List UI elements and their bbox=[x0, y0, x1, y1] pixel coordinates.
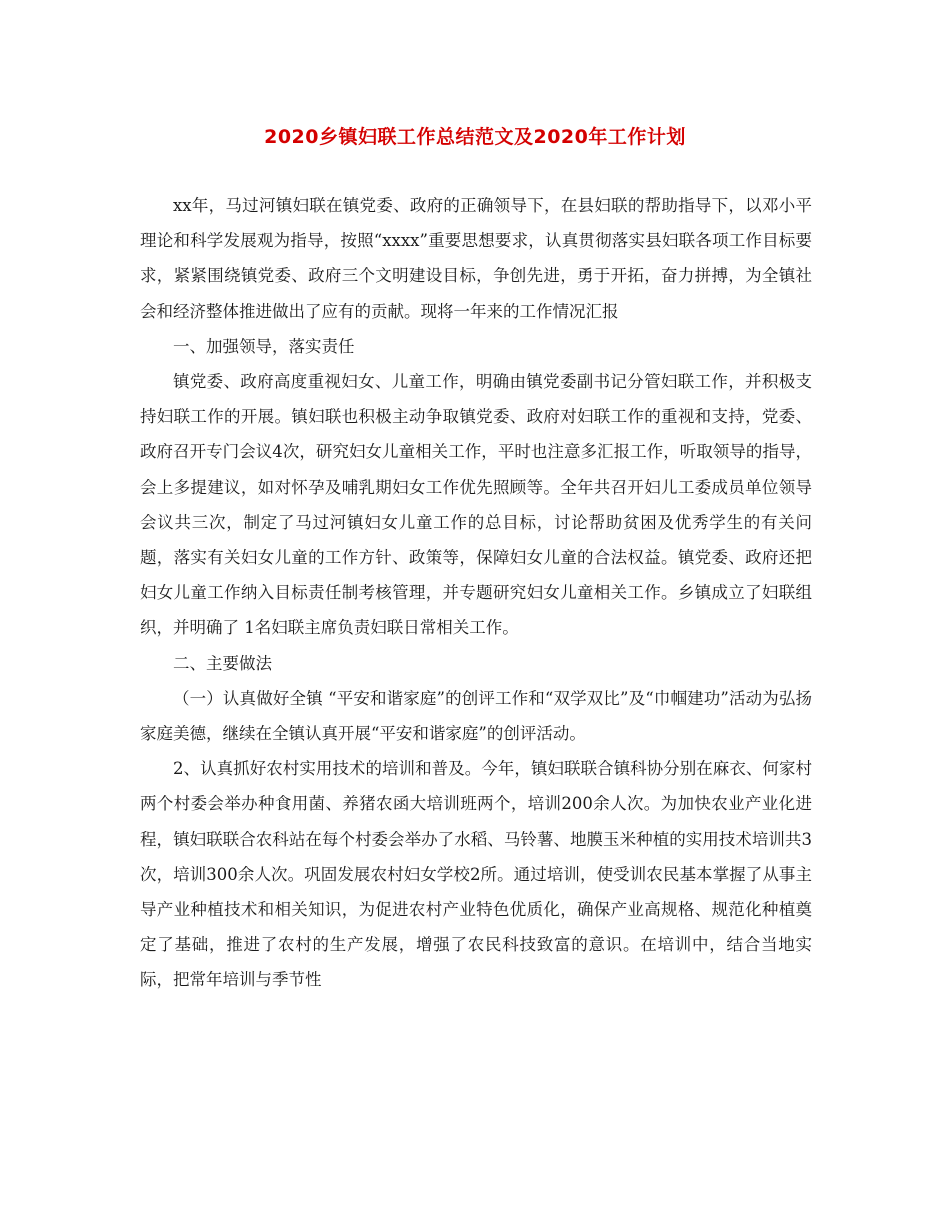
heading-section-2: 二、主要做法 bbox=[173, 653, 272, 673]
document-title: 2020乡镇妇联工作总结范文及2020年工作计划 bbox=[264, 126, 686, 148]
paragraph-intro: xx年，马过河镇妇联在镇党委、政府的正确领导下，在县妇联的帮助指导下，以邓小平理论和科学发展观为指导，按照“xxxx”重要思想要求，认真贯彻落实县妇联各项工作目标要求，紧紧围绕镇党委、政府三个文明建设目标，争创先进，勇于开拓，奋力拼搏，为全镇社会和经济整体推进做出了应有的贡献。现将一年来的工作情况汇报 bbox=[140, 196, 812, 321]
paragraph-subsection-2: 2、认真抓好农村实用技术的培训和普及。今年，镇妇联联合镇科协分别在麻衣、何家村两个村委会举办种食用菌、养猪农函大培训班两个，培训200余人次。为加快农业产业化进程，镇妇联联合农科站在每个村委会举办了水稻、马铃薯、地膜玉米种植的实用技术培训共3次，培训300余人次。巩固发展农村妇女学校2所。通过培训，使受训农民基本掌握了从事主导产业种植技术和相关知识，为促进农村产业特色优质化，确保产业高规格、规范化种植奠定了基础，推进了农村的生产发展，增强了农民科技致富的意识。在培训中，结合当地实际，把常年培训与季节性 bbox=[140, 759, 812, 990]
document-body bbox=[140, 188, 812, 998]
heading-section-1: 一、加强领导，落实责任 bbox=[173, 336, 355, 356]
paragraph-subsection-1: （一）认真做好全镇 “平安和谐家庭”的创评工作和“双学双比”及“巾帼建功”活动为弘扬家庭美德，继续在全镇认真开展“平安和谐家庭”的创评活动。 bbox=[140, 688, 812, 744]
paragraph-section-1: 镇党委、政府高度重视妇女、儿童工作，明确由镇党委副书记分管妇联工作，并积极支持妇联工作的开展。镇妇联也积极主动争取镇党委、政府对妇联工作的重视和支持，党委、政府召开专门会议4次，研究妇女儿童相关工作，平时也注意多汇报工作，听取领导的指导，会上多提建议，如对怀孕及哺乳期妇女工作优先照顾等。全年共召开妇儿工委成员单位领导会议共三次，制定了马过河镇妇女儿童工作的总目标，讨论帮助贫困及优秀学生的有关问题，落实有关妇女儿童的工作方针、政策等，保障妇女儿童的合法权益。镇党委、政府还把妇女儿童工作纳入目标责任制考核管理，并专题研究妇女儿童相关工作。乡镇成立了妇联组织，并明确了 1名妇联主席负责妇联日常相关工作。 bbox=[140, 372, 812, 638]
